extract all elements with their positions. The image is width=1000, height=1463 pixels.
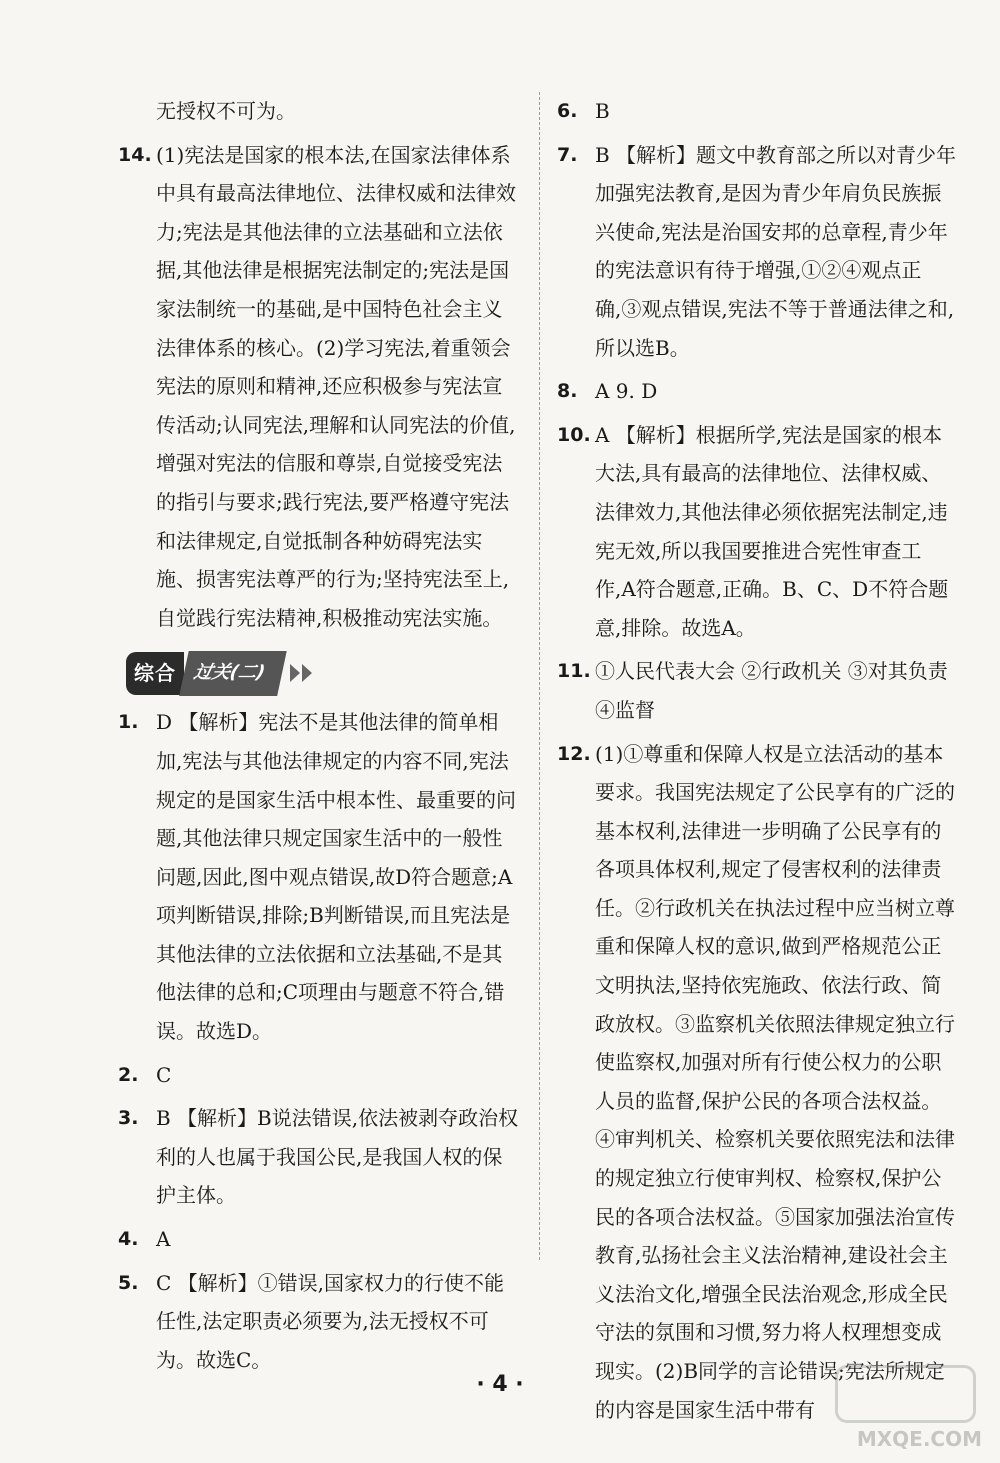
chevron-right-icon [290,664,314,682]
answer-text: D 【解析】宪法不是其他法律的简单相加,宪法与其他法律规定的内容不同,宪法规定的是国家生活中根本性、最重要的问题,其他法律只规定国家生活中的一般性问题,因此,图中观点错误,故D符合题意;A项判断错误,排除;B判断错误,而且宪法是其他法律的立法依据和立法基础,不是其他法律的总和;C项理由与题意不符合,错误。故选D。 [156,710,516,1044]
question-number: 7. [557,143,578,166]
answer-text: ①人民代表大会 ②行政机关 ③对其负责 ④监督 [595,659,948,722]
answer-text: B [595,99,610,123]
answer-7 [557,136,959,368]
answer-text: B 【解析】B说法错误,依法被剥夺政治权利的人也属于我国公民,是我国人权的保护主体。 [156,1106,519,1208]
answer-5 [118,1264,520,1380]
question-number: 10. [557,423,591,446]
answer-14 [118,136,520,638]
question-number: 12. [557,742,591,765]
answer-text: B 【解析】题文中教育部之所以对青少年加强宪法教育,是因为青少年肩负民族振兴使命,宪法是治国安邦的总章程,青少年的宪法意识有待于增强,①②④观点正确,③观点错误,宪法不等于普通法律之和,所以选B。 [595,142,957,360]
question-number: 2. [118,1063,139,1086]
watermark-logo-icon [835,1365,976,1423]
column-divider [539,92,540,1260]
answer-1 [118,703,520,1050]
answer-text: (1)宪法是国家的根本法,在国家法律体系中具有最高法律地位、法律权威和法律效力;宪法是其他法律的立法基础和立法依据,其他法律是根据宪法制定的;宪法是国家法制统一的基础,是中国特色社会主义法律体系的核心。(2)学习宪法,着重领会宪法的原则和精神,还应积极参与宪法宣传活动;认同宪法,理解和认同宪法的价值,增强对宪法的信服和尊崇,自觉接受宪法的指引与要求;践行宪法,要严格遵守宪法和法律规定,自觉抵制各种妨碍宪法实施、损害宪法尊严的行为;坚持宪法至上,自觉践行宪法精神,积极推动宪法实施。 [156,142,516,630]
answer-12 [557,735,959,1430]
answer-text: (1)①尊重和保障人权是立法活动的基本要求。我国宪法规定了公民享有的广泛的基本权利,法律进一步明确了公民享有的各项具体权利,规定了侵害权利的法律责任。②行政机关在执法过程中应当树立尊重和保障人权的意识,做到严格规范公正文明执法,坚持依宪施政、依法行政、简政放权。③监察机关依照法律规定独立行使监察权,加强对所有行使公权力的公职人员的监督,保护公民的各项合法权益。④审判机关、检察机关要依照宪法和法律的规定独立行使审判权、检察权,保护公民的各项合法权益。⑤国家加强法治宣传教育,弘扬社会主义法治精神,建设社会主义法治文化,增强全民法治观念,形成全民守法的氛围和习惯,努力将人权理想变成现实。(2)B同学的言论错误;宪法所规定的内容是国家生活中带有 [595,741,955,1422]
question-number: 3. [118,1107,139,1130]
section-title-b: 过关(二) [179,651,287,696]
answer-8-9 [557,372,959,411]
answer-text: A 9. D [595,379,658,404]
section-banner [126,655,520,691]
answer-3 [118,1099,520,1215]
question-number: 14. [118,143,152,166]
answer-text: C 【解析】①错误,国家权力的行使不能任性,法定职责必须要为,法无授权不可为。故选C。 [156,1270,505,1372]
answer-13-continuation: 无授权不可为。 [156,99,296,123]
question-number: 4. [118,1228,139,1251]
page-number: · 4 · [476,1372,524,1397]
answer-4 [118,1220,520,1259]
watermark [832,1365,982,1455]
section-title-a: 综合 [126,652,184,695]
question-number: 1. [118,711,139,734]
question-number: 5. [118,1271,139,1294]
answer-6 [557,92,959,131]
right-column [557,92,959,1429]
answer-2 [118,1056,520,1095]
question-number: 6. [557,100,578,122]
watermark-text: MXQE.COM [856,1427,982,1451]
answer-11 [557,652,959,729]
answer-text: A 【解析】根据所学,宪法是国家的根本大法,具有最高的法律地位、法律权威、法律效力,其他法律必须依据宪法制定,违宪无效,所以我国要推进合宪性审查工作,A符合题意,正确。B、C、D不符合题意,排除。故选A。 [595,422,949,640]
question-number: 11. [557,660,591,683]
left-column [118,92,520,1379]
answer-10 [557,416,959,648]
answer-text: C [156,1062,172,1087]
answer-text: A [156,1227,171,1252]
question-number: 8. [557,380,578,403]
